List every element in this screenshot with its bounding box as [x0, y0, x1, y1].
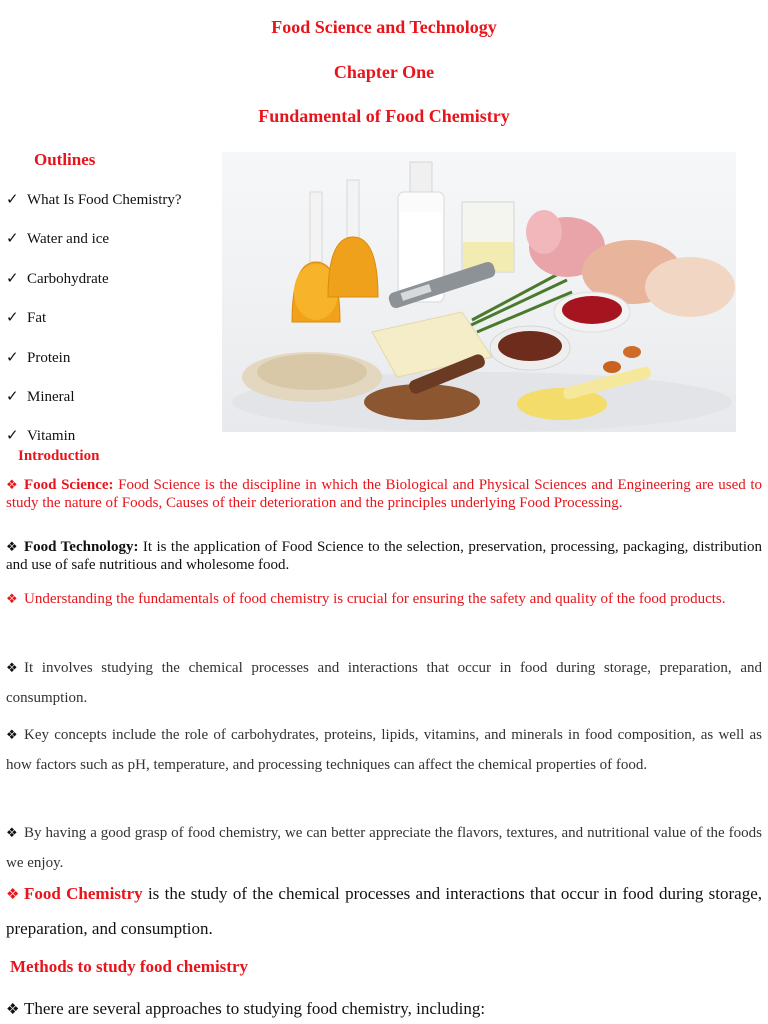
outlines-heading: Outlines — [34, 150, 96, 169]
sauce-dish-icon — [490, 326, 570, 370]
oil-flask-icon — [328, 180, 378, 297]
grasp-paragraph: ❖ By having a good grasp of food chemistry, we can better appreciate the flavors, textures, and nutritional value of the foods we enjoy. — [6, 818, 762, 864]
food-chemistry-photo — [222, 152, 736, 432]
beaker-icon — [462, 202, 514, 272]
food-science-paragraph: ❖ Food Science: Food Science is the discipline in which the Biological and Physical Sciences and Engineering are used to study the nature of Foods, Causes of their deterioration and the principles underlying Food Processing. — [6, 477, 762, 511]
chapter-heading: Chapter One — [333, 62, 435, 82]
check-icon: ✓ — [6, 310, 19, 327]
diamond-bullet-icon: ❖ — [6, 591, 18, 606]
term-food-science: Food Science: — [24, 477, 114, 493]
diamond-bullet-icon: ❖ — [6, 477, 18, 492]
herbs-icon — [467, 272, 572, 332]
diamond-bullet-icon: ❖ — [6, 1002, 20, 1018]
check-icon: ✓ — [6, 192, 19, 208]
diamond-bullet-icon: ❖ — [6, 825, 18, 840]
check-icon: ✓ — [6, 231, 19, 248]
jam-dish-icon — [554, 292, 630, 332]
methods-heading: Methods to study food chemistry — [10, 957, 248, 976]
term-food-technology: Food Technology: — [24, 539, 139, 555]
diamond-bullet-icon: ❖ — [6, 539, 18, 554]
diamond-bullet-icon: ❖ — [6, 660, 18, 675]
check-icon: ✓ — [6, 349, 19, 366]
processes-paragraph: ❖ It involves studying the chemical processes and interactions that occur in food during storage, preparation, and consumption. — [6, 653, 762, 713]
key-concepts-paragraph: ❖ Key concepts include the role of carbohydrates, proteins, lipids, vitamins, and minerals in food composition, as well as how factors such as pH, temperature, and processing techniques can affect the chemical properties of food. — [6, 720, 762, 780]
outline-list — [6, 190, 221, 445]
outline-item: ✓ Water and ice — [6, 231, 110, 248]
outline-item: ✓ Protein — [6, 349, 71, 366]
introduction-heading: Introduction — [18, 448, 100, 464]
check-icon: ✓ — [6, 428, 19, 445]
oats-icon — [242, 352, 382, 402]
diamond-bullet-icon: ❖ — [6, 887, 20, 903]
outline-item: ✓ Carbohydrate — [6, 270, 109, 287]
chapter-subtitle: Fundamental of Food Chemistry — [258, 106, 510, 126]
check-icon: ✓ — [6, 270, 19, 287]
vial-icon — [603, 346, 641, 373]
outline-item: ✓ Fat — [6, 310, 47, 327]
methods-intro-paragraph: ❖ There are several approaches to studying food chemistry, including: — [6, 995, 762, 1024]
outline-item: ✓ Mineral — [6, 388, 75, 405]
lab-food-illustration — [222, 152, 736, 432]
food-technology-paragraph: ❖ Food Technology: It is the application of Food Science to the selection, preservation, processing, packaging, distribution and use of safe nutritious and wholesome food. — [6, 539, 762, 573]
fundamentals-paragraph: ❖ Understanding the fundamentals of food chemistry is crucial for ensuring the safety and quality of the food products. — [6, 584, 762, 614]
diamond-bullet-icon: ❖ — [6, 727, 18, 742]
term-food-chemistry: Food Chemistry — [24, 884, 143, 903]
document-title: Food Science and Technology — [271, 17, 497, 37]
check-icon: ✓ — [6, 388, 19, 405]
outline-item: ✓ Vitamin — [6, 428, 76, 445]
food-chemistry-definition: ❖ Food Chemistry is the study of the chemical processes and interactions that occur in food during storage, preparation, and consumption. — [6, 877, 762, 946]
outline-item: ✓ What Is Food Chemistry? — [6, 192, 182, 208]
